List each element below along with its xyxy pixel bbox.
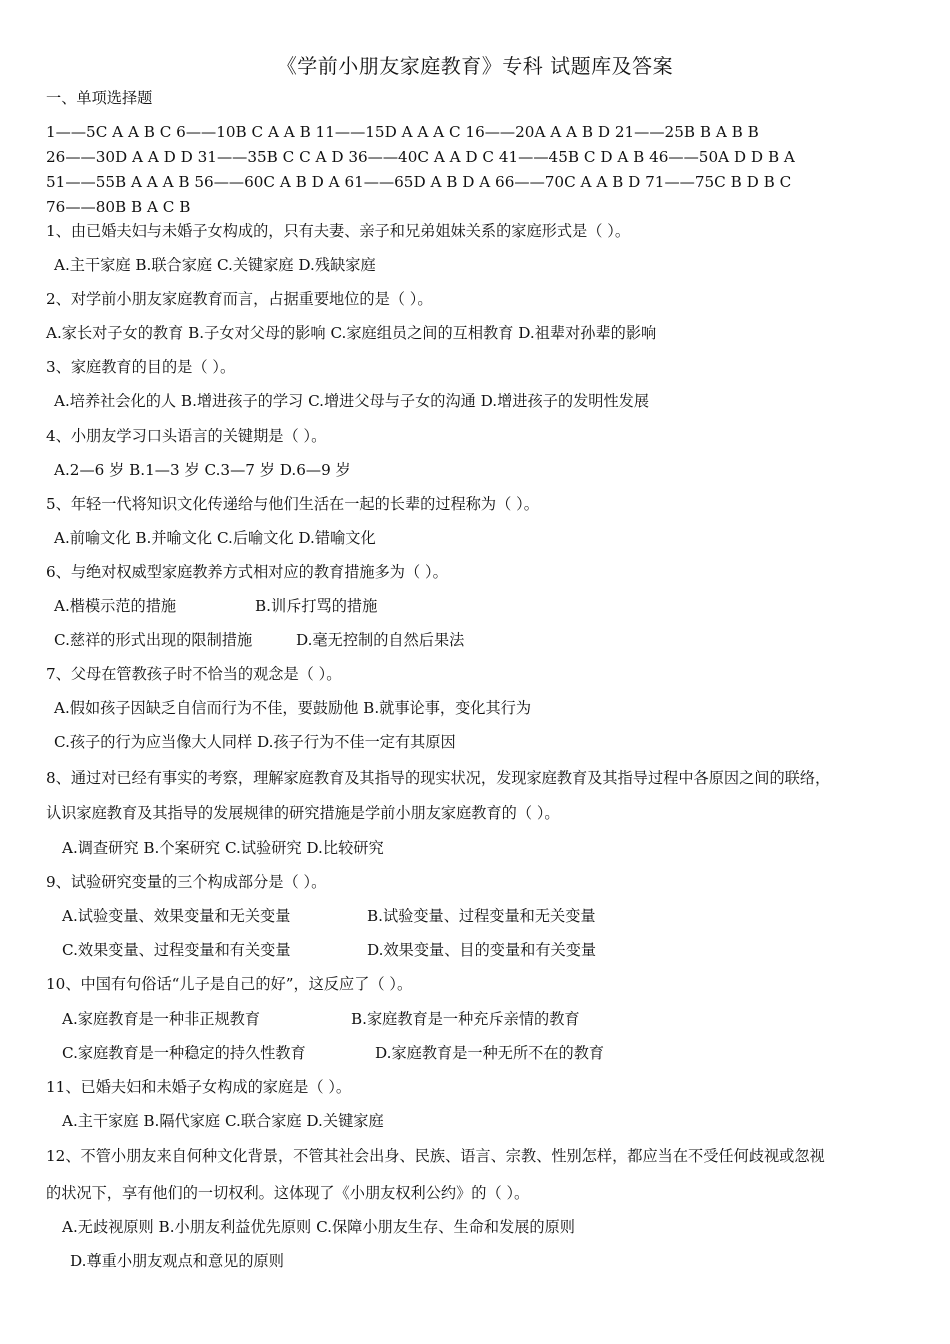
question-stem: 5、年轻一代将知识文化传递给与他们生活在一起的长辈的过程称为（ ）。: [46, 495, 539, 513]
option-c: C.慈祥的形式出现的限制措施: [54, 631, 253, 649]
option-b: B.家庭教育是一种充斥亲情的教育: [351, 1010, 580, 1028]
option-a: A.楷模示范的措施: [54, 597, 177, 615]
question-stem: 12、不管小朋友来自何种文化背景，不管其社会出身、民族、语言、宗教、性别怎样，都应当在不受任何歧视或忽视: [46, 1147, 825, 1165]
question-options: C.孩子的行为应当像大人同样 D.孩子行为不佳一定有其原因: [54, 733, 456, 751]
question-options: A.主干家庭 B.隔代家庭 C.联合家庭 D.关键家庭: [62, 1112, 384, 1130]
question-stem: 6、与绝对权威型家庭教养方式相对应的教育措施多为（ ）。: [46, 563, 448, 581]
question-stem: 2、对学前小朋友家庭教育而言，占据重要地位的是（ ）。: [46, 290, 433, 308]
question-stem: 8、通过对已经有事实的考察，理解家庭教育及其指导的现实状况，发现家庭教育及其指导过程中各原因之间的联络，: [46, 769, 831, 787]
question-stem-continued: 的状况下，享有他们的一切权利。这体现了《小朋友权利公约》的（ ）。: [46, 1184, 530, 1202]
question-options: D.尊重小朋友观点和意见的原则: [70, 1252, 284, 1270]
option-d: D.毫无控制的自然后果法: [296, 631, 465, 649]
answer-key-line: 51——55B A A A B 56——60C A B D A 61——65D A B D A 66——70C A A B D 71——75C B D B C: [46, 173, 792, 191]
answer-key-line: 76——80B B A C B: [46, 198, 191, 216]
document-title: 《学前小朋友家庭教育》专科 试题库及答案: [276, 54, 674, 78]
option-d: D.效果变量、目的变量和有关变量: [367, 941, 597, 959]
question-options: A.无歧视原则 B.小朋友利益优先原则 C.保障小朋友生存、生命和发展的原则: [62, 1218, 575, 1236]
section-heading: 一、单项选择题: [46, 89, 153, 107]
question-stem-continued: 认识家庭教育及其指导的发展规律的研究措施是学前小朋友家庭教育的（ ）。: [46, 804, 560, 822]
option-a: A.试验变量、效果变量和无关变量: [62, 907, 291, 925]
question-options: A.前喻文化 B.并喻文化 C.后喻文化 D.错喻文化: [54, 529, 376, 547]
question-stem: 9、试验研究变量的三个构成部分是（ ）。: [46, 873, 327, 891]
question-stem: 11、已婚夫妇和未婚子女构成的家庭是（ ）。: [46, 1078, 352, 1096]
option-a: A.家庭教育是一种非正规教育: [62, 1010, 261, 1028]
question-options: A.2—6 岁 B.1—3 岁 C.3—7 岁 D.6—9 岁: [54, 461, 351, 479]
answer-key-line: 26——30D A A D D 31——35B C C A D 36——40C A A D C 41——45B C D A B 46——50A D D B A: [46, 148, 795, 166]
question-stem: 4、小朋友学习口头语言的关键期是（ ）。: [46, 427, 327, 445]
question-options: A.主干家庭 B.联合家庭 C.关键家庭 D.残缺家庭: [54, 256, 376, 274]
option-b: B.训斥打骂的措施: [255, 597, 378, 615]
option-c: C.效果变量、过程变量和有关变量: [62, 941, 291, 959]
question-options: A.调查研究 B.个案研究 C.试验研究 D.比较研究: [62, 839, 384, 857]
question-stem: 7、父母在管教孩子时不恰当的观念是（ ）。: [46, 665, 342, 683]
question-stem: 10、中国有句俗话“儿子是自己的好”，这反应了（ ）。: [46, 975, 413, 993]
option-c: C.家庭教育是一种稳定的持久性教育: [62, 1044, 306, 1062]
question-options: A.培养社会化的人 B.增进孩子的学习 C.增进父母与子女的沟通 D.增进孩子的发明性发展: [54, 392, 650, 410]
answer-key-line: 1——5C A A B C 6——10B C A A B 11——15D A A A C 16——20A A A B D 21——25B B A B B: [46, 123, 759, 141]
question-options: A.家长对子女的教育 B.子女对父母的影响 C.家庭组员之间的互相教育 D.祖辈对孙辈的影响: [46, 324, 657, 342]
question-stem: 1、由已婚夫妇与未婚子女构成的，只有夫妻、亲子和兄弟姐妹关系的家庭形式是（ ）。: [46, 222, 631, 240]
question-options: A.假如孩子因缺乏自信而行为不佳，要鼓励他 B.就事论事，变化其行为: [54, 699, 532, 717]
option-d: D.家庭教育是一种无所不在的教育: [375, 1044, 605, 1062]
question-stem: 3、家庭教育的目的是（ ）。: [46, 358, 236, 376]
option-b: B.试验变量、过程变量和无关变量: [367, 907, 596, 925]
